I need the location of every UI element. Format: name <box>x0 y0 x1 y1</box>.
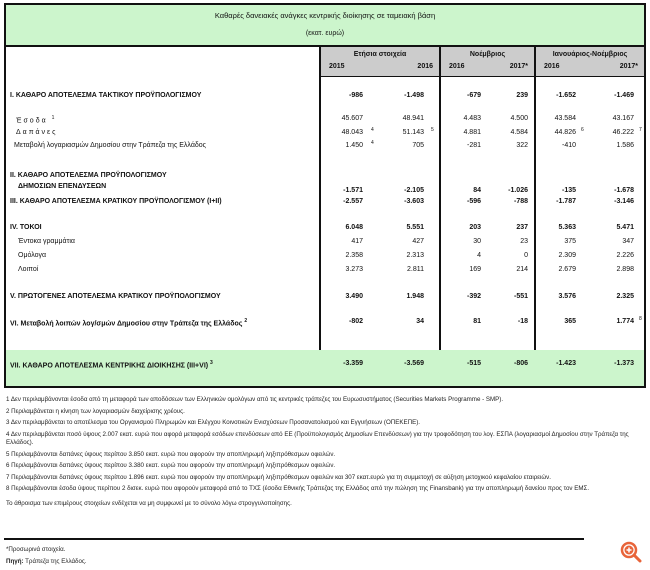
cell-value: 2.358 <box>345 252 363 259</box>
cell-value: 4.500 <box>510 115 528 122</box>
cell-value: 46.222 <box>612 129 634 136</box>
cell-value: -1.498 <box>404 92 424 99</box>
cell-value: -2.557 <box>343 198 363 205</box>
cell-value: 51.143 <box>402 129 424 136</box>
cell-value: 169 <box>469 266 481 273</box>
cell-value: 1.774 <box>616 318 634 325</box>
table-row <box>6 266 644 278</box>
cell-value: 43.584 <box>554 115 576 122</box>
cell-value: 347 <box>622 238 634 245</box>
row-label: Ομόλογα <box>18 252 47 259</box>
row-label: VII. ΚΑΘΑΡΟ ΑΠΟΤΕΛΕΣΜΑ ΚΕΝΤΡΙΚΗΣ ΔΙΟΙΚΗΣΗΣ (III+VI) $^3$ <box>10 360 213 370</box>
header-group-annual: Ετήσια στοιχεία 2015 2016 <box>321 47 439 77</box>
cell-value: -3.603 <box>404 198 424 205</box>
zoom-in-icon <box>620 541 642 563</box>
cell-value: 44.826 <box>554 129 576 136</box>
cell-value: 81 <box>473 318 481 325</box>
divider <box>4 538 584 540</box>
cell-value: 45.607 <box>341 115 363 122</box>
cell-value: 705 <box>412 142 424 149</box>
cell-value: -3.359 <box>343 360 363 367</box>
footnote-ref: 4 <box>371 127 374 133</box>
cell-value: -986 <box>348 92 363 99</box>
cell-value: 239 <box>516 92 528 99</box>
cell-value: 48.941 <box>402 115 424 122</box>
footnote-ref: 6 <box>581 127 584 133</box>
footnote: 8 Περιλαμβάνονται έσοδα ύψους περίπου 2 δισεκ. ευρώ που αφορούν μεταφορά από το ΤΧΣ (έσοδα Εθνικής Τράπεζας της Ελλάδος από την πώληση της Finansbank) για την αποπληρωμή δανείου προς τον ΕΜΣ. <box>6 485 590 492</box>
footnote: 7 Περιλαμβάνονται δαπάνες ύψους περίπου 1.896 εκατ. ευρώ που αφορούν την αποπληρωμή ληξιπρόθεσμων οφειλών και 307 εκατ.ευρώ για τη συμμετοχή σε αύξηση μετοχικού κεφαλαίου εταιρειών. <box>6 473 551 481</box>
provisional-note: *Προσωρινά στοιχεία. <box>6 546 66 553</box>
cell-value: 365 <box>564 318 576 325</box>
cell-value: -788 <box>513 198 528 205</box>
cell-value: 322 <box>516 142 528 149</box>
source-line <box>6 558 87 565</box>
rounding-note: Το άθροισμα των επιμέρους στοιχείων ενδέχεται να μη συμφωνεί με το σύνολο λόγω στρογγυλοποίησης. <box>6 499 292 507</box>
cell-value: 2.313 <box>406 252 424 259</box>
row-label: Λοιποί <box>18 266 39 273</box>
cell-value: 237 <box>516 224 528 231</box>
cell-value: -515 <box>466 360 481 367</box>
cell-value: -596 <box>466 198 481 205</box>
row-label: V. ΠΡΩΤΟΓΕΝΕΣ ΑΠΟΤΕΛΕΣΜΑ ΚΡΑΤΙΚΟΥ ΠΡΟΫΠΟΛΟΓΙΣΜΟΥ <box>10 293 221 300</box>
cell-value: -3.146 <box>614 198 634 205</box>
footnote: 6 Περιλαμβάνονται δαπάνες ύψους περίπου 3.380 εκατ. ευρώ που αφορούν την αποπληρωμή ληξιπρόθεσμων οφειλών. <box>6 462 336 469</box>
source-text: Τράπεζα της Ελλάδος. <box>23 558 87 565</box>
cell-value: 4.483 <box>463 115 481 122</box>
cell-value: 1.948 <box>406 293 424 300</box>
table-title: Καθαρές δανειακές ανάγκες κεντρικής διοίκησης σε ταμειακή βάση <box>214 11 436 20</box>
footnote-ref: 7 <box>639 127 642 133</box>
cell-value: 1.586 <box>616 142 634 149</box>
footnote: 4 Δεν περιλαμβάνεται ποσό ύψους 2.007 εκατ. ευρώ που αφορά μεταφορά εσόδων επενδύσεων από ΕΕ (Προϋπολογισμός Δημοσίων Επενδύσεων) για την τροφοδότηση του λογ. ΕΣΠΑ (λογαριασμοί Δημοσίου στην Τράπεζα της Ελλάδος). <box>6 430 629 446</box>
table-row <box>6 238 644 250</box>
table-row <box>6 115 644 127</box>
cell-value: 43.167 <box>612 115 634 122</box>
table-title-band <box>6 5 644 47</box>
row-label: Έσοδα $^1$ <box>16 115 57 125</box>
cell-value: -802 <box>348 318 363 325</box>
cell-value: -806 <box>513 360 528 367</box>
table-row <box>6 142 644 154</box>
cell-value: 2.898 <box>616 266 634 273</box>
cell-value: 3.490 <box>345 293 363 300</box>
footnote-ref: 4 <box>371 140 374 146</box>
row-label: Μεταβολή λογαριασμών Δημοσίου στην Τράπεζα της Ελλάδος <box>14 142 207 149</box>
cell-value: -3.569 <box>404 360 424 367</box>
data-table <box>4 3 646 388</box>
cell-value: 23 <box>520 238 528 245</box>
table-row <box>6 198 644 210</box>
cell-value: 2.309 <box>558 252 576 259</box>
footnote: 3 Δεν περιλαμβάνεται το αποτέλεσμα του Οργανισμού Πληρωμών και Ελέγχου Κοινοτικών Ενισχύσεων Προσανατολισμού και Εγγυήσεων (ΟΠΕΚΕΠΕ). <box>6 419 420 426</box>
cell-value: -1.373 <box>614 360 634 367</box>
cell-value: 203 <box>469 224 481 231</box>
cell-value: 3.576 <box>558 293 576 300</box>
cell-value: 4.584 <box>510 129 528 136</box>
cell-value: 3.273 <box>345 266 363 273</box>
footnotes <box>6 396 636 511</box>
row-label: III. ΚΑΘΑΡΟ ΑΠΟΤΕΛΕΣΜΑ ΚΡΑΤΙΚΟΥ ΠΡΟΫΠΟΛΟΓΙΣΜΟΥ (I+II) <box>10 198 222 205</box>
cell-value: 214 <box>516 266 528 273</box>
source-label: Πηγή: <box>6 558 24 565</box>
table-unit: (εκατ. ευρώ) <box>305 30 345 37</box>
cell-value: 5.471 <box>616 224 634 231</box>
footnote-ref: 8 <box>639 316 642 322</box>
table-row <box>6 129 644 141</box>
header-group-november: Νοέμβριος 2016 2017* <box>441 47 534 77</box>
cell-value: 417 <box>351 238 363 245</box>
cell-value: 5.363 <box>558 224 576 231</box>
cell-value: -1.423 <box>556 360 576 367</box>
cell-value: 84 <box>473 187 481 194</box>
cell-value: 0 <box>524 252 528 259</box>
row-label: VI. Μεταβολή λοιπών λογ/σμών Δημοσίου στην Τράπεζα της Ελλάδος $^2$ <box>10 318 248 328</box>
cell-value: 2.679 <box>558 266 576 273</box>
cell-value: 6.048 <box>345 224 363 231</box>
cell-value: 48.043 <box>341 129 363 136</box>
footnote-ref: 3 <box>210 360 213 366</box>
cell-value: 4.881 <box>463 129 481 136</box>
cell-value: -135 <box>561 187 576 194</box>
footnote: 2 Περιλαμβάνεται η κίνηση των λογαριασμών διαχείρισης χρέους. <box>6 407 185 415</box>
zoom-in-button[interactable] <box>620 541 642 563</box>
footnote: 1 Δεν περιλαμβάνονται έσοδα από τη μεταφορά των αποδόσεων των Ελληνικών ομολόγων από τις κεντρικές τράπεζες του Ευρωσυστήματος (Securities Markets Programme - SMP). <box>6 396 504 403</box>
table-row <box>6 293 644 305</box>
row-label: I. ΚΑΘΑΡΟ ΑΠΟΤΕΛΕΣΜΑ ΤΑΚΤΙΚΟΥ ΠΡΟΫΠΟΛΟΓΙΣΜΟΥ <box>10 92 202 99</box>
cell-value: 427 <box>412 238 424 245</box>
footnote: 5 Περιλαμβάνονται δαπάνες ύψους περίπου 3.850 εκατ. ευρώ που αφορούν την αποπληρωμή ληξιπρόθεσμων οφειλών. <box>6 450 336 458</box>
row-label: Έντοκα γραμμάτια <box>18 238 75 245</box>
footnote-ref: 2 <box>244 318 248 324</box>
table-row <box>6 172 644 194</box>
cell-value: 34 <box>416 318 424 325</box>
cell-value: -410 <box>561 142 576 149</box>
footnote-ref: 1 <box>51 115 57 121</box>
cell-value: -392 <box>466 293 481 300</box>
table-row <box>6 252 644 264</box>
cell-value: -281 <box>466 142 481 149</box>
cell-value: 2.226 <box>616 252 634 259</box>
cell-value: -1.571 <box>343 187 363 194</box>
cell-value: 30 <box>473 238 481 245</box>
row-label: II. ΚΑΘΑΡΟ ΑΠΟΤΕΛΕΣΜΑ ΠΡΟΫΠΟΛΟΓΙΣΜΟΥ ΔΗΜΟΣΙΩΝ ΕΠΕΝΔΥΣΕΩΝ <box>10 172 167 190</box>
cell-value: 1.450 <box>345 142 363 149</box>
row-label: Δαπάνες <box>16 129 58 136</box>
row-label-line2: ΔΗΜΟΣΙΩΝ ΕΠΕΝΔΥΣΕΩΝ <box>18 183 107 190</box>
cell-value: -679 <box>466 92 481 99</box>
cell-value: -551 <box>513 293 528 300</box>
cell-value: 375 <box>564 238 576 245</box>
cell-value: 4 <box>477 252 481 259</box>
cell-value: -2.105 <box>404 187 424 194</box>
row-label: IV. ΤΟΚΟΙ <box>10 224 42 231</box>
header-group-jan-nov: Ιανουάριος-Νοέμβριος 2016 2017* <box>536 47 644 77</box>
table-row <box>6 360 644 372</box>
footnote-ref: 5 <box>431 127 434 133</box>
cell-value: -1.469 <box>614 92 634 99</box>
cell-value: 2.811 <box>407 266 424 273</box>
table-row <box>6 92 644 104</box>
cell-value: -1.787 <box>556 198 576 205</box>
table-row <box>6 224 644 236</box>
cell-value: -18 <box>517 318 528 325</box>
cell-value: -1.678 <box>614 187 634 194</box>
cell-value: -1.026 <box>508 187 528 194</box>
cell-value: 2.325 <box>616 293 634 300</box>
cell-value: -1.652 <box>556 92 576 99</box>
cell-value: 5.551 <box>406 224 424 231</box>
table-row <box>6 318 644 330</box>
